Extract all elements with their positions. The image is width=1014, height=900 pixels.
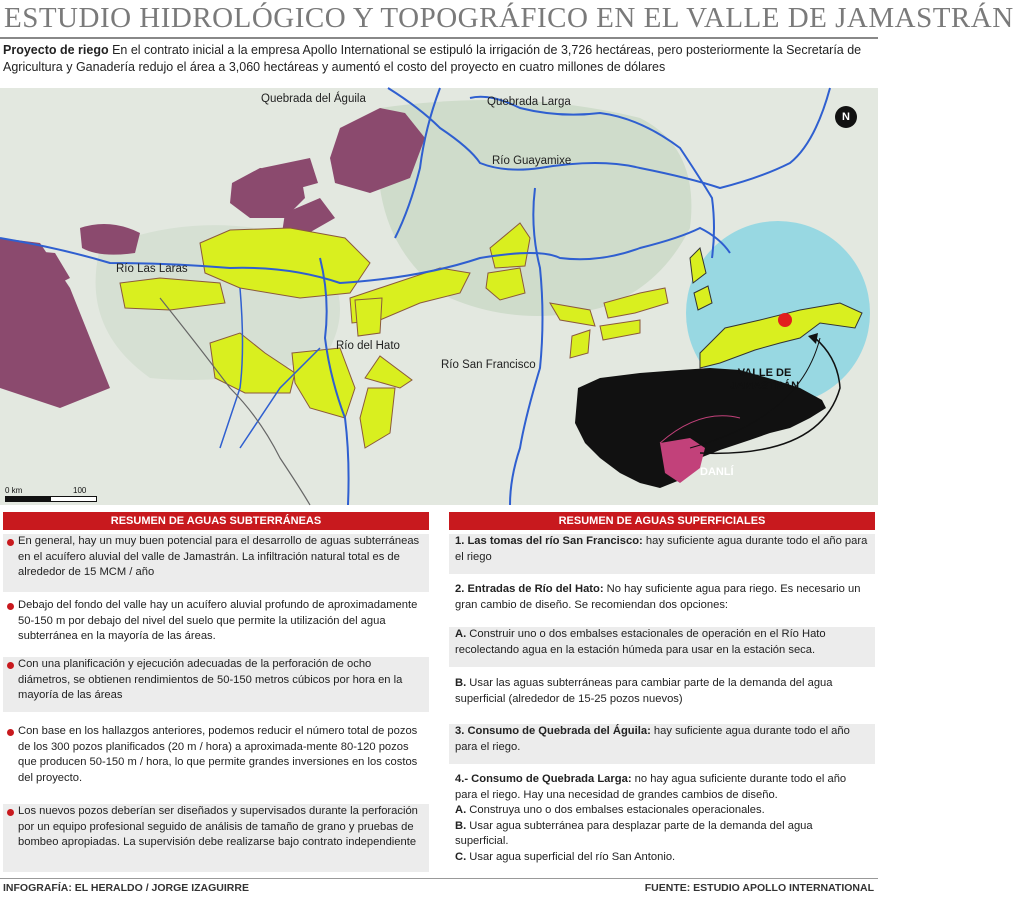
surface-item-2a-text: Construir uno o dos embalses estacionales de operación en el Río Hato recolectando agua en la estación húmeda para usar en la estación seca. [455,628,826,656]
surface-item-4c-text: Usar agua superficial del río San Antonio. [466,850,676,863]
label-rio-las-laras: Río Las Laras [116,263,188,275]
surface-item-4c-title: C. [455,850,467,863]
surface-item-4a-title: A. [455,804,467,816]
surface-item-2 [449,582,875,618]
surface-item-2-text: No hay suficiente agua para riego. Es necesario un gran cambio de diseño. Se recomiendan dos opciones: [455,583,861,611]
footer-divider [0,878,878,879]
surface-water-heading: RESUMEN DE AGUAS SUPERFICIALES [449,512,875,530]
label-valle-jamastran [730,367,799,393]
surface-item-4a-text: Construya uno o dos embalses estacionales operacionales. [466,804,765,816]
surface-item-4-main [455,772,869,803]
irrigation-block [355,298,382,336]
intro-bold-lead: Proyecto de riego [3,43,109,57]
footer-source: FUENTE: ESTUDIO APOLLO INTERNATIONAL [644,882,874,894]
valle-label-line1: VALLE DE [737,367,792,379]
footer-credit: INFOGRAFÍA: EL HERALDO / JORGE IZAGUIRRE [3,882,249,894]
surface-item-4a [455,803,869,819]
surface-item-4b [455,819,869,850]
surface-item-4b-text: Usar agua subterránea para desplazar parte de la demanda del agua superficial. [455,819,813,847]
groundwater-item-4: Con base en los hallazgos anteriores, podemos reducir el número total de pozos de los 300 pozos planificados (20 m / hora) a aproximada-mente 80-120 pozos que producen 50-150 m / hora, lo que permite grandes inversiones en los costos del proyecto. [3,724,429,794]
groundwater-item-1: En general, hay un muy buen potencial para el desarrollo de aguas subterráneas en el acuífero aluvial del valle de Jamastrán. La infiltración natural total es de alrededor de 15 MCM / año [3,534,429,592]
label-rio-hato: Río del Hato [336,340,400,352]
label-danli: DANLÍ [700,466,734,478]
surface-item-1-text: hay suficiente agua durante todo el año para el riego [455,535,868,563]
intro-paragraph [3,42,875,76]
irrigation-block [120,278,225,310]
intro-text: En el contrato inicial a la empresa Apollo International se estipuló la irrigación de 3,726 hectáreas, pero posteriormente la Secretaría de Agricultura y Ganadería redujo el área a 3,060 hectáreas y aumentó el costo del proyecto en cuatro millones de dólares [3,43,862,74]
surface-item-2a-title: A. [455,628,467,640]
map-graphic [0,88,878,505]
scale-start-label: 0 km [5,486,23,495]
groundwater-heading: RESUMEN DE AGUAS SUBTERRÁNEAS [3,512,429,530]
north-arrow-icon: N [835,106,857,128]
surface-item-4 [449,772,875,872]
surface-item-4c [455,850,869,866]
valle-label-line2: JAMASTRÁN [730,380,800,392]
scale-bar [5,496,97,502]
page-title: ESTUDIO HIDROLÓGICO Y TOPOGRÁFICO EN EL VALLE DE JAMASTRÁN [4,2,1014,34]
surface-item-2b-title: B. [455,677,467,689]
valley-map [0,88,878,505]
surface-item-3-title: 3. Consumo de Quebrada del Águila: [455,725,651,737]
surface-item-4-title: 4.- Consumo de Quebrada Larga: [455,773,632,785]
surface-item-2b [449,676,875,712]
surface-item-2a [449,627,875,667]
scale-end-label: 100 [73,486,87,495]
surface-item-2-title: 2. Entradas de Río del Hato: [455,583,604,595]
surface-item-3 [449,724,875,764]
label-rio-san-francisco: Río San Francisco [441,359,536,371]
surface-item-4-text: no hay agua suficiente durante todo el año para el riego. Hay una necesidad de grandes cambios de diseño. [455,773,847,801]
label-quebrada-aguila: Quebrada del Águila [261,93,366,105]
groundwater-item-5: Los nuevos pozos deberían ser diseñados y supervisados durante la perforación por un equipo profesional seguido de análisis de tamaño de grano y pruebas de bombeo apropiadas. La supervisión debe realizarse bajo contrato independiente [3,804,429,872]
valley-marker [778,313,792,327]
surface-item-4b-title: B. [455,819,467,832]
label-rio-guayamixe: Río Guayamixe [492,155,572,167]
groundwater-item-2: Debajo del fondo del valle hay un acuífero aluvial profundo de aproximadamente 50-150 m por debajo del nivel del suelo que permite la utilización del agua subterránea en la mayoría de las áreas. [3,598,429,650]
surface-item-1 [449,534,875,574]
groundwater-item-3: Con una planificación y ejecución adecuadas de la perforación de ocho diámetros, se obtienen rendimientos de 50-150 metros cúbicos por hora en la mayoría de las áreas [3,657,429,712]
label-quebrada-larga: Quebrada Larga [487,96,571,108]
surface-item-1-title: 1. Las tomas del río San Francisco: [455,535,643,547]
title-divider [0,37,878,39]
surface-item-2b-text: Usar las aguas subterráneas para cambiar parte de la demanda del agua superficial (alrededor de 15-25 pozos nuevos) [455,677,833,705]
surface-item-3-text: hay suficiente agua durante todo el año para el riego. [455,725,850,753]
